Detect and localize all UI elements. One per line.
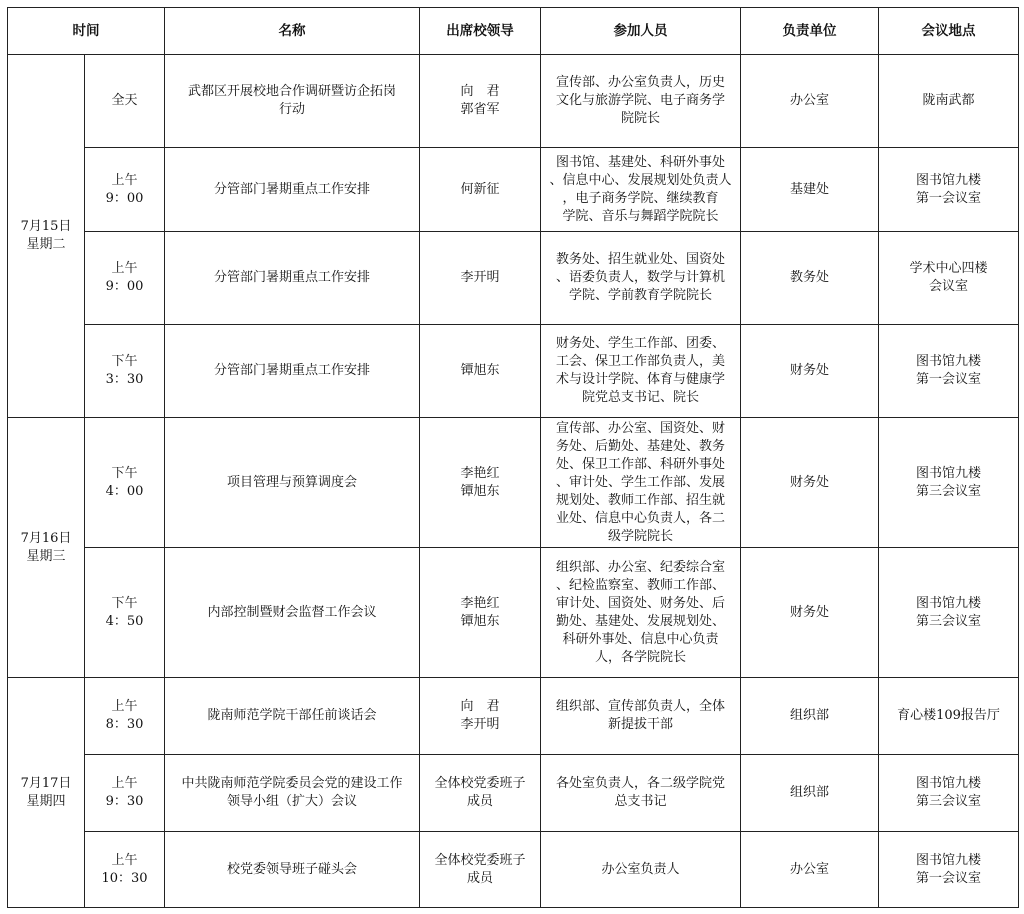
meeting-name-cell: 武都区开展校地合作调研暨访企拓岗 行动	[165, 55, 420, 148]
time-cell: 上午 9：00	[85, 148, 165, 232]
participants-cell: 宣传部、办公室、国资处、财 务处、后勤处、基建处、教务 处、保卫工作部、科研外事处 、审计处、学生工作部、发展 规划处、教师工作部、招生就 业处、信息中心负责人，各二 级学院院长	[541, 418, 741, 548]
unit-cell: 办公室	[741, 832, 879, 908]
table-row	[8, 148, 1019, 232]
table-row	[8, 755, 1019, 832]
schedule-table-wrapper	[7, 7, 1019, 908]
unit-cell: 教务处	[741, 232, 879, 325]
unit-cell: 组织部	[741, 678, 879, 755]
leader-cell: 何新征	[420, 148, 541, 232]
location-cell: 陇南武都	[879, 55, 1019, 148]
time-cell: 下午 3：30	[85, 325, 165, 418]
date-cell: 7月16日 星期三	[8, 418, 85, 678]
header-unit: 负责单位	[741, 8, 879, 55]
meeting-name-cell: 内部控制暨财会监督工作会议	[165, 548, 420, 678]
participants-cell: 宣传部、办公室负责人，历史 文化与旅游学院、电子商务学 院院长	[541, 55, 741, 148]
meeting-name-cell: 中共陇南师范学院委员会党的建设工作 领导小组（扩大）会议	[165, 755, 420, 832]
location-cell: 育心楼109报告厅	[879, 678, 1019, 755]
header-name: 名称	[165, 8, 420, 55]
table-row	[8, 325, 1019, 418]
unit-cell: 财务处	[741, 548, 879, 678]
location-cell: 学术中心四楼 会议室	[879, 232, 1019, 325]
meeting-schedule-table	[7, 7, 1019, 908]
header-row	[8, 8, 1019, 55]
date-cell: 7月17日 星期四	[8, 678, 85, 908]
time-cell: 下午 4：50	[85, 548, 165, 678]
header-time: 时间	[8, 8, 165, 55]
leader-cell: 李艳红 镡旭东	[420, 548, 541, 678]
participants-cell: 图书馆、基建处、科研外事处 、信息中心、发展规划处负责人 ，电子商务学院、继续教育 学院、音乐与舞蹈学院院长	[541, 148, 741, 232]
location-cell: 图书馆九楼 第一会议室	[879, 325, 1019, 418]
unit-cell: 组织部	[741, 755, 879, 832]
location-cell: 图书馆九楼 第一会议室	[879, 832, 1019, 908]
time-cell: 上午 8：30	[85, 678, 165, 755]
participants-cell: 组织部、办公室、纪委综合室 、纪检监察室、教师工作部、 审计处、国资处、财务处、后 勤处、基建处、发展规划处、 科研外事处、信息中心负责 人，各学院院长	[541, 548, 741, 678]
date-cell: 7月15日 星期二	[8, 55, 85, 418]
table-row	[8, 678, 1019, 755]
meeting-name-cell: 分管部门暑期重点工作安排	[165, 148, 420, 232]
location-cell: 图书馆九楼 第三会议室	[879, 755, 1019, 832]
location-cell: 图书馆九楼 第一会议室	[879, 148, 1019, 232]
header-participants: 参加人员	[541, 8, 741, 55]
unit-cell: 基建处	[741, 148, 879, 232]
time-cell: 上午 10：30	[85, 832, 165, 908]
location-cell: 图书馆九楼 第三会议室	[879, 418, 1019, 548]
meeting-name-cell: 项目管理与预算调度会	[165, 418, 420, 548]
header-location: 会议地点	[879, 8, 1019, 55]
time-cell: 上午 9：30	[85, 755, 165, 832]
unit-cell: 财务处	[741, 418, 879, 548]
meeting-name-cell: 陇南师范学院干部任前谈话会	[165, 678, 420, 755]
participants-cell: 各处室负责人，各二级学院党 总支书记	[541, 755, 741, 832]
leader-cell: 全体校党委班子 成员	[420, 832, 541, 908]
time-cell: 全天	[85, 55, 165, 148]
meeting-name-cell: 分管部门暑期重点工作安排	[165, 325, 420, 418]
table-row	[8, 232, 1019, 325]
participants-cell: 教务处、招生就业处、国资处 、语委负责人，数学与计算机 学院、学前教育学院院长	[541, 232, 741, 325]
participants-cell: 组织部、宣传部负责人，全体 新提拔干部	[541, 678, 741, 755]
table-row	[8, 418, 1019, 548]
meeting-name-cell: 校党委领导班子碰头会	[165, 832, 420, 908]
meeting-name-cell: 分管部门暑期重点工作安排	[165, 232, 420, 325]
header-leader: 出席校领导	[420, 8, 541, 55]
time-cell: 上午 9：00	[85, 232, 165, 325]
participants-cell: 财务处、学生工作部、团委、 工会、保卫工作部负责人，美 术与设计学院、体育与健康学 院党总支书记、院长	[541, 325, 741, 418]
leader-cell: 向 君 郭省军	[420, 55, 541, 148]
leader-cell: 全体校党委班子 成员	[420, 755, 541, 832]
table-row	[8, 548, 1019, 678]
leader-cell: 向 君 李开明	[420, 678, 541, 755]
leader-cell: 李艳红 镡旭东	[420, 418, 541, 548]
table-row	[8, 55, 1019, 148]
leader-cell: 李开明	[420, 232, 541, 325]
time-cell: 下午 4：00	[85, 418, 165, 548]
table-row	[8, 832, 1019, 908]
unit-cell: 办公室	[741, 55, 879, 148]
leader-cell: 镡旭东	[420, 325, 541, 418]
participants-cell: 办公室负责人	[541, 832, 741, 908]
unit-cell: 财务处	[741, 325, 879, 418]
location-cell: 图书馆九楼 第三会议室	[879, 548, 1019, 678]
